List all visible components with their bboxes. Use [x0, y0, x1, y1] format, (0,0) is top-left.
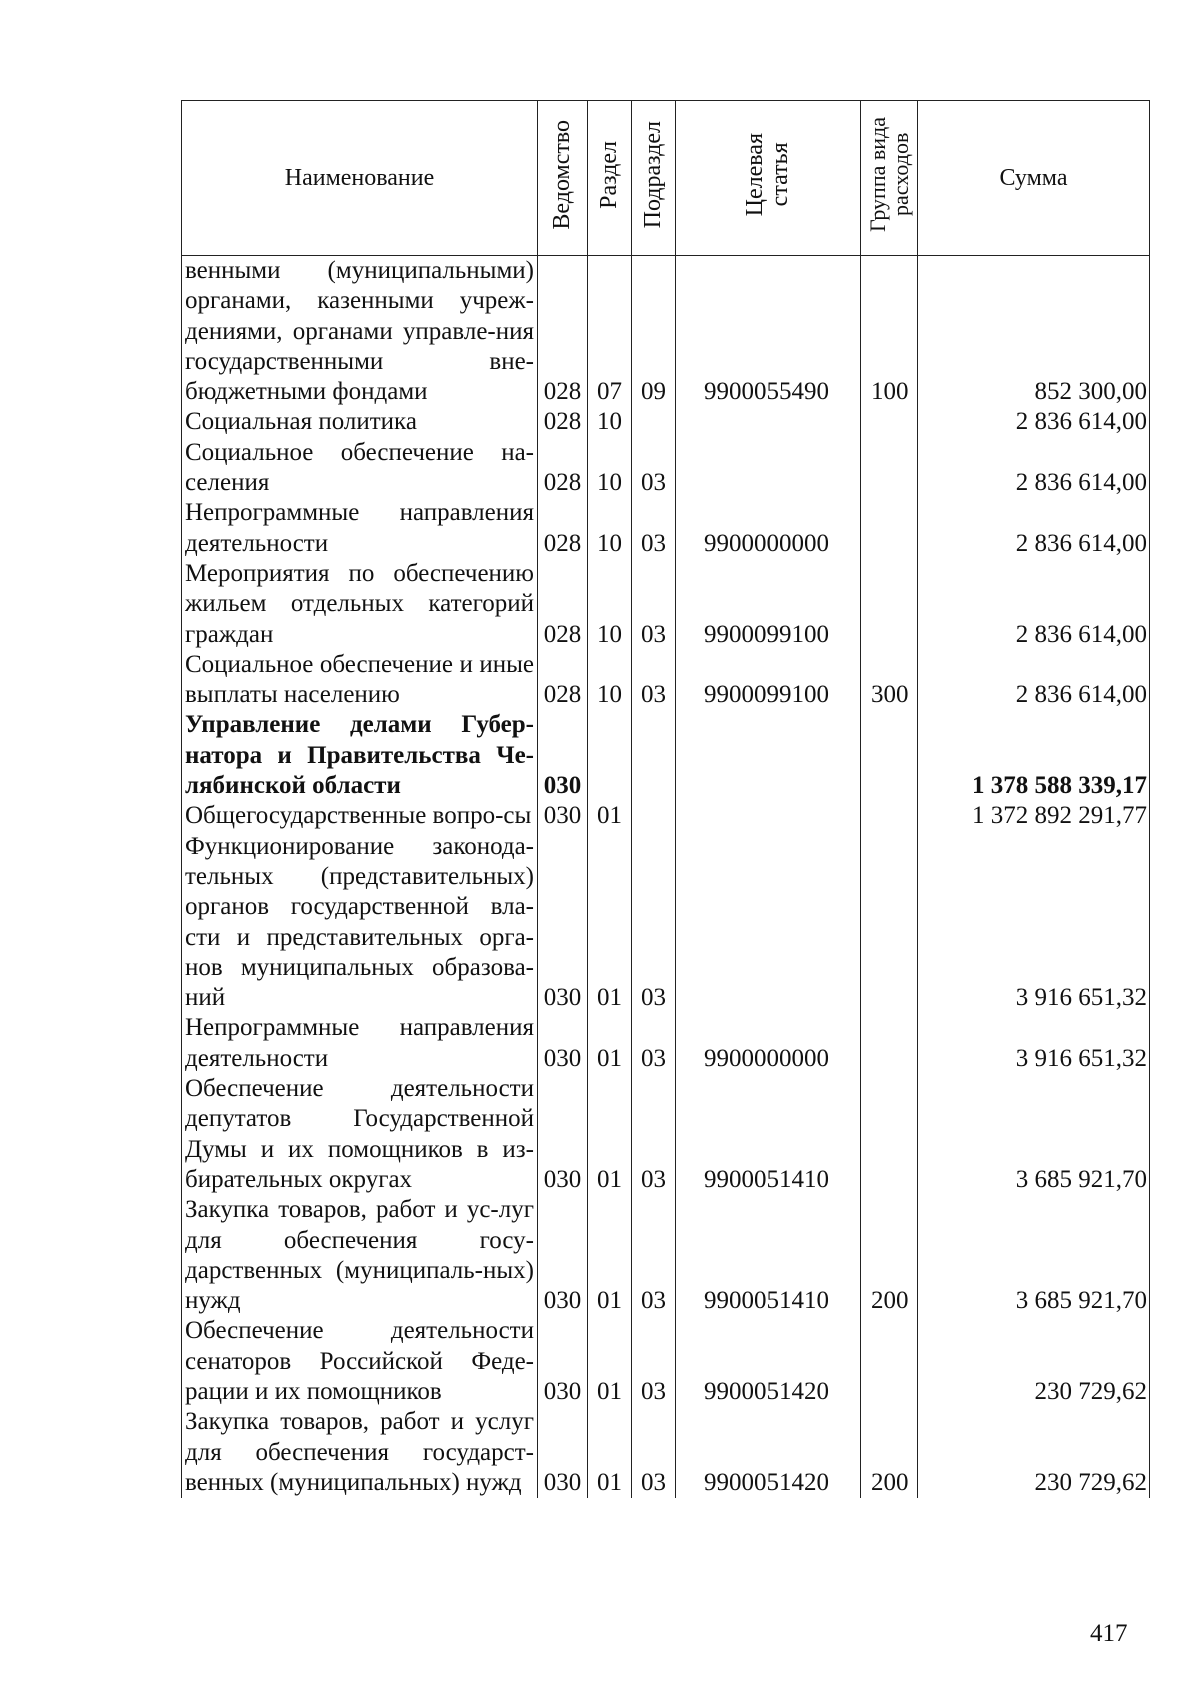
row-summa: 2 836 614,00	[918, 498, 1150, 559]
row-razdel: 10	[588, 438, 632, 499]
row-name: Обеспечение деятельности сенаторов Российской Феде-рации и их помощников	[182, 1316, 538, 1407]
row-podrazdel: 03	[632, 1013, 676, 1074]
row-celevaya-statya: 9900051410	[676, 1074, 861, 1195]
row-celevaya-statya: 9900051420	[676, 1316, 861, 1407]
row-vedomstvo: 030	[538, 1074, 588, 1195]
row-gruppa	[861, 1316, 918, 1407]
header-vedomstvo: Ведомство	[538, 101, 588, 256]
row-celevaya-statya: 9900051410	[676, 1195, 861, 1316]
row-vedomstvo: 030	[538, 1316, 588, 1407]
row-gruppa	[861, 801, 918, 831]
row-razdel: 01	[588, 1013, 632, 1074]
row-name: венными (муниципальными) органами, казенными учреж-дениями, органами управле-ния государственными вне-бюджетными фондами	[182, 256, 538, 408]
row-celevaya-statya: 9900099100	[676, 559, 861, 650]
table-body	[182, 256, 1150, 1499]
row-vedomstvo: 028	[538, 438, 588, 499]
row-vedomstvo: 030	[538, 710, 588, 801]
table-header-row	[182, 101, 1150, 256]
table-row	[182, 407, 1150, 437]
row-name: Закупка товаров, работ и ус-луг для обеспечения госу-дарственных (муниципаль-ных) нужд	[182, 1195, 538, 1316]
row-summa: 852 300,00	[918, 256, 1150, 408]
row-summa: 3 685 921,70	[918, 1074, 1150, 1195]
row-summa: 2 836 614,00	[918, 559, 1150, 650]
row-podrazdel: 03	[632, 1407, 676, 1498]
row-razdel: 01	[588, 801, 632, 831]
row-celevaya-statya	[676, 832, 861, 1014]
row-podrazdel: 03	[632, 832, 676, 1014]
row-gruppa	[861, 438, 918, 499]
table-row	[182, 1013, 1150, 1074]
table-row	[182, 438, 1150, 499]
row-gruppa	[861, 832, 918, 1014]
row-name: Общегосударственные вопро-сы	[182, 801, 538, 831]
row-summa: 1 378 588 339,17	[918, 710, 1150, 801]
table-row	[182, 710, 1150, 801]
row-name: Функционирование законода-тельных (представительных) органов государственной вла-сти и представительных орга-нов муниципальных образова-ний	[182, 832, 538, 1014]
row-vedomstvo: 030	[538, 1195, 588, 1316]
header-name: Наименование	[182, 101, 538, 256]
row-summa: 2 836 614,00	[918, 650, 1150, 711]
row-podrazdel	[632, 710, 676, 801]
row-razdel: 10	[588, 650, 632, 711]
row-vedomstvo: 030	[538, 1013, 588, 1074]
row-razdel: 01	[588, 1074, 632, 1195]
row-vedomstvo: 028	[538, 559, 588, 650]
row-podrazdel: 03	[632, 498, 676, 559]
row-summa: 3 685 921,70	[918, 1195, 1150, 1316]
row-summa: 2 836 614,00	[918, 438, 1150, 499]
row-celevaya-statya	[676, 407, 861, 437]
row-celevaya-statya	[676, 801, 861, 831]
row-podrazdel: 03	[632, 1195, 676, 1316]
row-razdel: 07	[588, 256, 632, 408]
row-celevaya-statya	[676, 710, 861, 801]
row-gruppa	[861, 559, 918, 650]
row-razdel: 01	[588, 1407, 632, 1498]
row-summa: 230 729,62	[918, 1407, 1150, 1498]
row-gruppa	[861, 498, 918, 559]
row-summa: 1 372 892 291,77	[918, 801, 1150, 831]
row-gruppa	[861, 1074, 918, 1195]
header-razdel: Раздел	[588, 101, 632, 256]
row-gruppa	[861, 1013, 918, 1074]
row-razdel: 01	[588, 1195, 632, 1316]
row-gruppa	[861, 710, 918, 801]
row-summa: 3 916 651,32	[918, 832, 1150, 1014]
row-vedomstvo: 028	[538, 650, 588, 711]
header-summa: Сумма	[918, 101, 1150, 256]
row-podrazdel: 09	[632, 256, 676, 408]
row-name: Социальное обеспечение и иные выплаты населению	[182, 650, 538, 711]
row-summa: 3 916 651,32	[918, 1013, 1150, 1074]
row-vedomstvo: 028	[538, 498, 588, 559]
table-row	[182, 1407, 1150, 1498]
row-name: Непрограммные направления деятельности	[182, 1013, 538, 1074]
row-name: Обеспечение деятельности депутатов Государственной Думы и их помощников в из-бирательных округах	[182, 1074, 538, 1195]
table-row	[182, 1074, 1150, 1195]
row-celevaya-statya: 9900000000	[676, 1013, 861, 1074]
row-name: Социальная политика	[182, 407, 538, 437]
row-celevaya-statya: 9900055490	[676, 256, 861, 408]
row-podrazdel: 03	[632, 1316, 676, 1407]
table-row	[182, 559, 1150, 650]
budget-table	[181, 100, 1150, 1498]
table-row	[182, 256, 1150, 408]
row-podrazdel: 03	[632, 1074, 676, 1195]
row-gruppa: 100	[861, 256, 918, 408]
row-razdel: 10	[588, 407, 632, 437]
row-podrazdel: 03	[632, 650, 676, 711]
row-celevaya-statya: 9900099100	[676, 650, 861, 711]
row-celevaya-statya: 9900000000	[676, 498, 861, 559]
row-razdel: 10	[588, 559, 632, 650]
table-row	[182, 650, 1150, 711]
table-row	[182, 498, 1150, 559]
row-vedomstvo: 028	[538, 256, 588, 408]
table-row	[182, 832, 1150, 1014]
table-row	[182, 1316, 1150, 1407]
row-vedomstvo: 030	[538, 1407, 588, 1498]
row-vedomstvo: 028	[538, 407, 588, 437]
row-name: Управление делами Губер-натора и Правительства Че-лябинской области	[182, 710, 538, 801]
table-row	[182, 1195, 1150, 1316]
row-podrazdel: 03	[632, 438, 676, 499]
header-podrazdel: Подраздел	[632, 101, 676, 256]
row-name: Закупка товаров, работ и услуг для обеспечения государст-венных (муниципальных) нужд	[182, 1407, 538, 1498]
row-gruppa: 300	[861, 650, 918, 711]
row-podrazdel: 03	[632, 559, 676, 650]
row-razdel	[588, 710, 632, 801]
row-name: Непрограммные направления деятельности	[182, 498, 538, 559]
row-razdel: 01	[588, 832, 632, 1014]
row-name: Социальное обеспечение на-селения	[182, 438, 538, 499]
row-razdel: 10	[588, 498, 632, 559]
row-gruppa: 200	[861, 1195, 918, 1316]
row-vedomstvo: 030	[538, 832, 588, 1014]
row-celevaya-statya	[676, 438, 861, 499]
row-podrazdel	[632, 801, 676, 831]
row-gruppa: 200	[861, 1407, 918, 1498]
row-name: Мероприятия по обеспечению жильем отдельных категорий граждан	[182, 559, 538, 650]
row-celevaya-statya: 9900051420	[676, 1407, 861, 1498]
row-summa: 230 729,62	[918, 1316, 1150, 1407]
row-vedomstvo: 030	[538, 801, 588, 831]
table-row	[182, 801, 1150, 831]
row-gruppa	[861, 407, 918, 437]
header-gruppa-vida-rashodov: Группа вида расходов	[861, 101, 918, 256]
page-number: 417	[1090, 1620, 1128, 1647]
row-summa: 2 836 614,00	[918, 407, 1150, 437]
row-razdel: 01	[588, 1316, 632, 1407]
row-podrazdel	[632, 407, 676, 437]
header-celevaya-statya: Целевая статья	[676, 101, 861, 256]
budget-table-container	[181, 100, 1149, 1498]
